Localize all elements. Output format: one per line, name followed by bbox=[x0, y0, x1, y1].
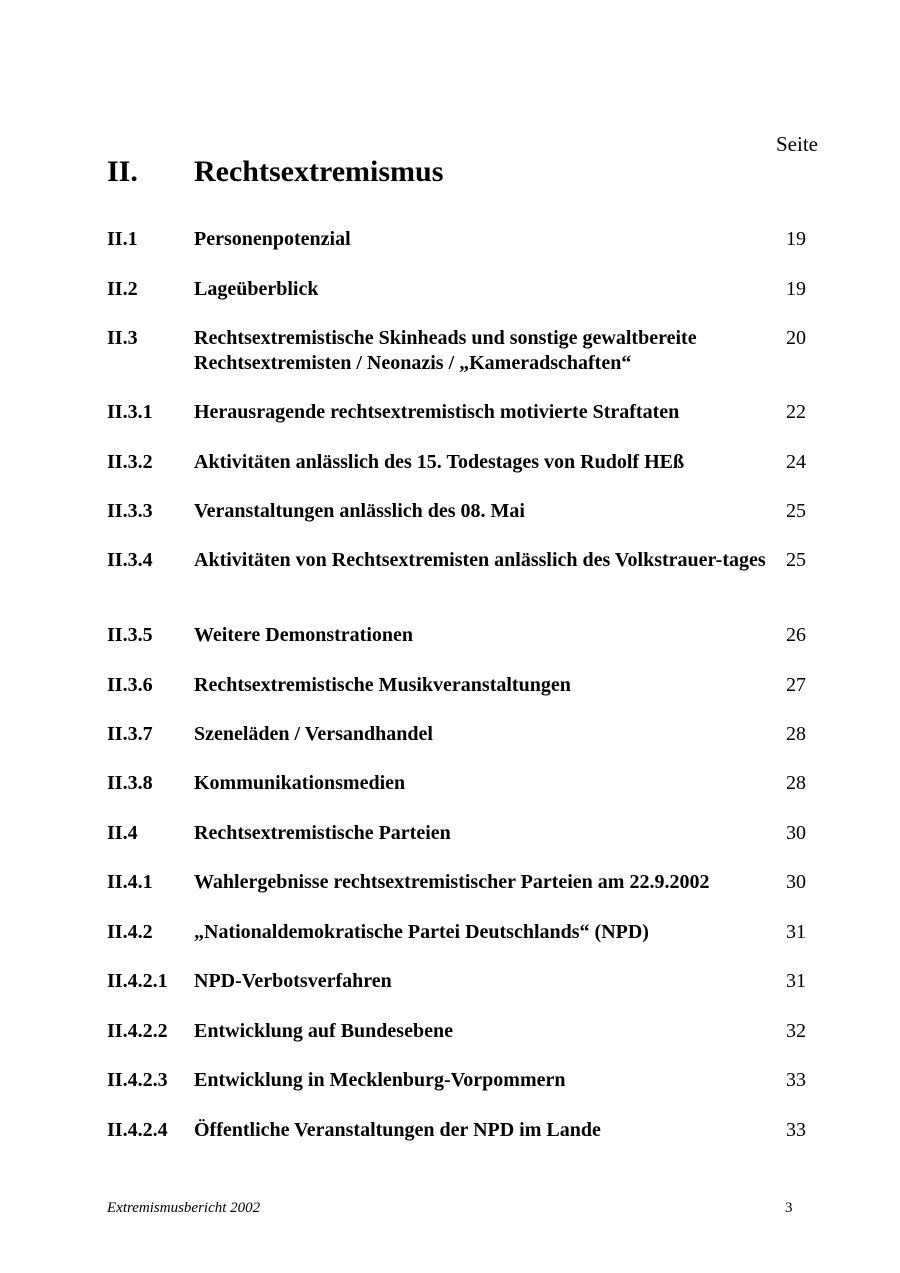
toc-entry-number: II.3.6 bbox=[107, 674, 153, 696]
toc-entry-title: Rechtsextremistische Skinheads und sonstige gewaltbereite Rechtsextremisten / Neonazis / „Kameradschaften“ bbox=[194, 327, 697, 374]
toc-entry-number: II.3.7 bbox=[107, 723, 153, 745]
toc-entry-title: Szeneläden / Versandhandel bbox=[194, 723, 433, 745]
toc-entry-number: II.4 bbox=[107, 822, 138, 844]
toc-entry-title: Entwicklung auf Bundesebene bbox=[194, 1020, 453, 1042]
toc-entry-number: II.2 bbox=[107, 278, 138, 300]
toc-entry-page: 25 bbox=[786, 500, 806, 522]
chapter-number: II. bbox=[107, 155, 138, 188]
toc-entry-title: Kommunikationsmedien bbox=[194, 772, 406, 794]
toc-entry-title: NPD-Verbotsverfahren bbox=[194, 970, 392, 992]
toc-entry-title: Aktivitäten anlässlich des 15. Todestages von Rudolf HEß bbox=[194, 451, 685, 473]
toc-entry-page: 31 bbox=[786, 970, 806, 992]
toc-entry-number: II.1 bbox=[107, 228, 138, 250]
toc-entry-page: 22 bbox=[786, 401, 806, 423]
toc-entry-page: 27 bbox=[786, 674, 806, 696]
toc-entry-page: 30 bbox=[786, 822, 806, 844]
toc-entry-title: Aktivitäten von Rechtsextremisten anlässlich des Volkstrauer-tages bbox=[194, 549, 766, 571]
toc-entry-number: II.4.2.2 bbox=[107, 1020, 168, 1042]
toc-entry-title: Wahlergebnisse rechtsextremistischer Parteien am 22.9.2002 bbox=[194, 871, 710, 893]
footer-report-title: Extremismusbericht 2002 bbox=[107, 1200, 261, 1216]
seite-label: Seite bbox=[776, 132, 818, 156]
toc-entry-page: 24 bbox=[786, 451, 806, 473]
toc-entry-number: II.3.4 bbox=[107, 549, 153, 571]
toc-entry-title: Weitere Demonstrationen bbox=[194, 624, 414, 646]
toc-entry-title: Rechtsextremistische Musikveranstaltungen bbox=[194, 674, 571, 696]
toc-entry-title: Herausragende rechtsextremistisch motivierte Straftaten bbox=[194, 401, 680, 423]
toc-entry-title: Veranstaltungen anlässlich des 08. Mai bbox=[194, 500, 525, 522]
toc-entry-title: Lageüberblick bbox=[194, 278, 319, 300]
toc-entry-page: 19 bbox=[786, 228, 806, 250]
footer-page-number: 3 bbox=[785, 1200, 793, 1216]
toc-entry-page: 26 bbox=[786, 624, 806, 646]
toc-entry-number: II.4.1 bbox=[107, 871, 153, 893]
toc-entry-number: II.3.5 bbox=[107, 624, 153, 646]
toc-entry-page: 33 bbox=[786, 1069, 806, 1091]
toc-entry-number: II.3.8 bbox=[107, 772, 153, 794]
toc-entry-page: 33 bbox=[786, 1119, 806, 1141]
toc-entry-number: II.4.2 bbox=[107, 921, 153, 943]
toc-entry-title: Personenpotenzial bbox=[194, 228, 351, 250]
toc-entry-page: 25 bbox=[786, 549, 806, 571]
toc-entry-title: „Nationaldemokratische Partei Deutschlands“ (NPD) bbox=[194, 921, 649, 943]
toc-entry-title: Rechtsextremistische Parteien bbox=[194, 822, 451, 844]
toc-entry-number: II.3.2 bbox=[107, 451, 153, 473]
toc-entry-page: 20 bbox=[786, 327, 806, 349]
toc-entry-number: II.3 bbox=[107, 327, 138, 349]
toc-entry-title: Öffentliche Veranstaltungen der NPD im Lande bbox=[194, 1119, 601, 1141]
toc-entry-page: 31 bbox=[786, 921, 806, 943]
toc-entry-page: 28 bbox=[786, 723, 806, 745]
toc-entry-number: II.4.2.1 bbox=[107, 970, 168, 992]
toc-entry-page: 28 bbox=[786, 772, 806, 794]
toc-entry-number: II.3.3 bbox=[107, 500, 153, 522]
toc-entry-number: II.3.1 bbox=[107, 401, 153, 423]
toc-entry-number: II.4.2.3 bbox=[107, 1069, 168, 1091]
toc-entry-title: Entwicklung in Mecklenburg-Vorpommern bbox=[194, 1069, 566, 1091]
chapter-title: Rechtsextremismus bbox=[194, 155, 444, 188]
toc-entry-number: II.4.2.4 bbox=[107, 1119, 168, 1141]
toc-entry-page: 32 bbox=[786, 1020, 806, 1042]
toc-entry-page: 19 bbox=[786, 278, 806, 300]
toc-entry-page: 30 bbox=[786, 871, 806, 893]
